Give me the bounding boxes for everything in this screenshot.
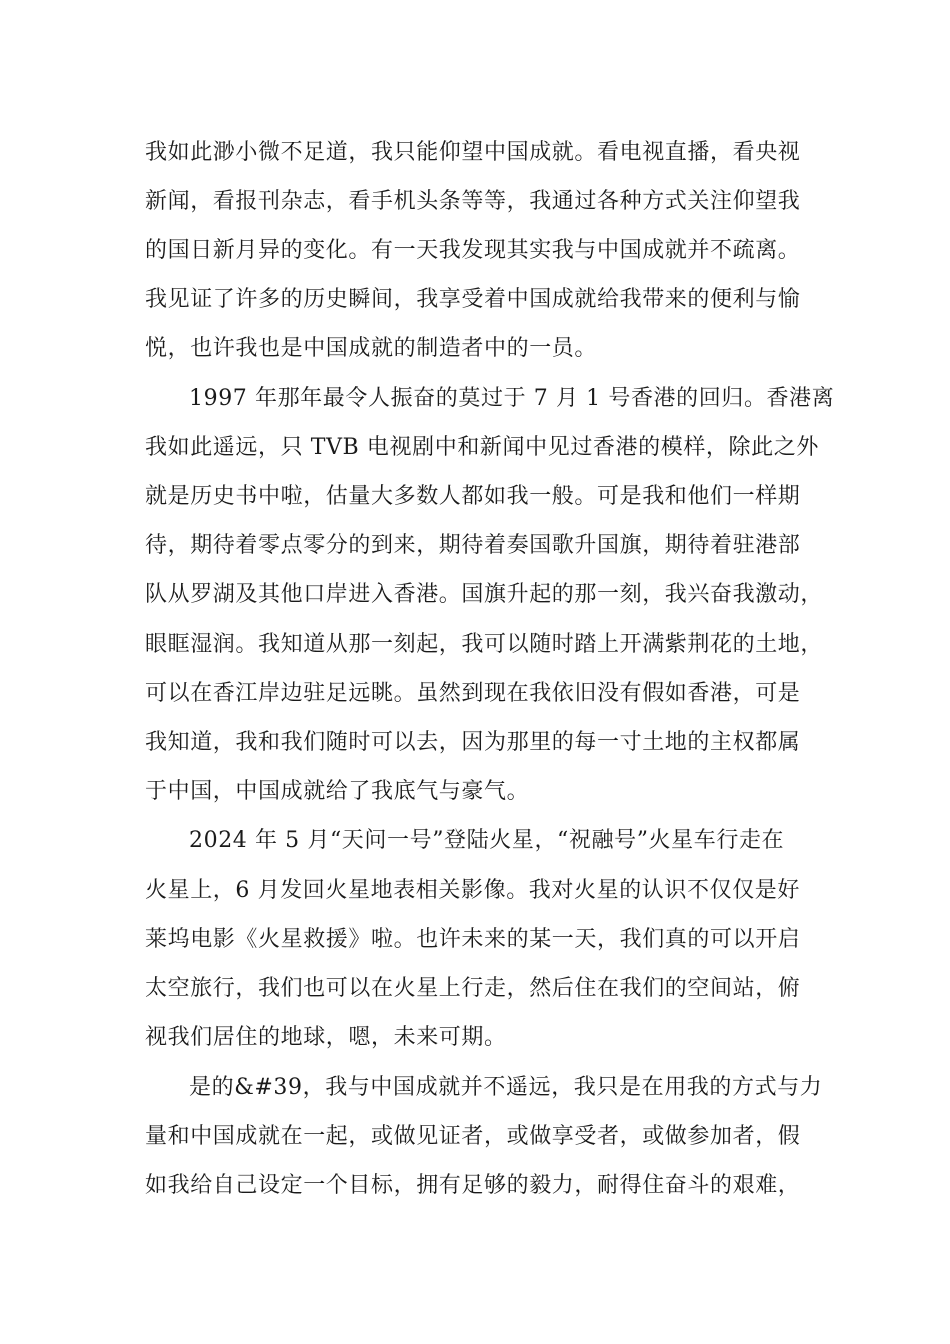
text-line: 于中国，中国成就给了我底气与豪气。	[145, 779, 530, 804]
text-line: 我如此渺小微不足道，我只能仰望中国成就。看电视直播，看央视	[145, 140, 801, 165]
text-line: 队从罗湖及其他口岸进入香港。国旗升起的那一刻，我兴奋我激动，	[145, 582, 824, 607]
text-line: 我知道，我和我们随时可以去，因为那里的每一寸土地的主权都属	[145, 730, 801, 755]
text-line: 视我们居住的地球，嗯，未来可期。	[145, 1025, 507, 1050]
text-line: 如我给自己设定一个目标，拥有足够的毅力，耐得住奋斗的艰难，	[145, 1173, 801, 1198]
text-line: 的国日新月异的变化。有一天我发现其实我与中国成就并不疏离。	[145, 238, 801, 263]
paragraph-first-line: 2024 年 5 月“天问一号”登陆火星，“祝融号”火星车行走在	[189, 828, 785, 853]
text-line: 量和中国成就在一起，或做见证者，或做享受者，或做参加者，假	[145, 1124, 801, 1149]
paragraph-first-line: 1997 年那年最令人振奋的莫过于 7 月 1 号香港的回归。香港离	[189, 386, 835, 411]
text-line: 火星上，6 月发回火星地表相关影像。我对火星的认识不仅仅是好	[145, 878, 800, 903]
paragraph-first-line: 是的&#39，我与中国成就并不遥远，我只是在用我的方式与力	[189, 1075, 823, 1100]
text-line: 待，期待着零点零分的到来，期待着奏国歌升国旗，期待着驻港部	[145, 533, 801, 558]
text-line: 眼眶湿润。我知道从那一刻起，我可以随时踏上开满紫荆花的土地，	[145, 632, 824, 657]
text-line: 莱坞电影《火星救援》啦。也许未来的某一天，我们真的可以开启	[145, 927, 801, 952]
text-line: 太空旅行，我们也可以在火星上行走，然后住在我们的空间站，俯	[145, 976, 801, 1001]
text-line: 我见证了许多的历史瞬间，我享受着中国成就给我带来的便利与愉	[145, 287, 801, 312]
text-line: 我如此遥远，只 TVB 电视剧中和新闻中见过香港的模样，除此之外	[145, 435, 819, 460]
text-line: 新闻，看报刊杂志，看手机头条等等，我通过各种方式关注仰望我	[145, 189, 801, 214]
text-line: 悦，也许我也是中国成就的制造者中的一员。	[145, 336, 598, 361]
text-line: 就是历史书中啦，估量大多数人都如我一般。可是我和他们一样期	[145, 484, 801, 509]
text-line: 可以在香江岸边驻足远眺。虽然到现在我依旧没有假如香港，可是	[145, 681, 801, 706]
